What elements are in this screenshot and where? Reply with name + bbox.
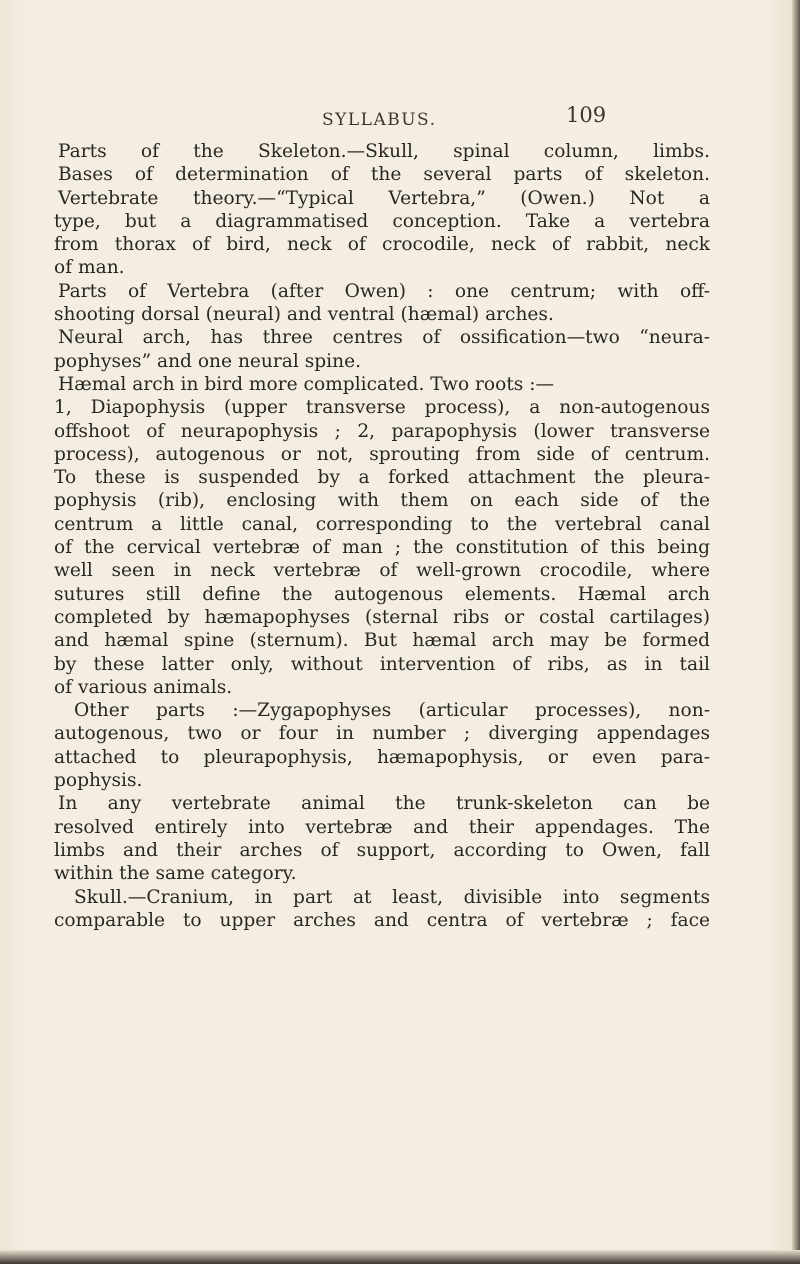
text-line: by these latter only, without intervention of ribs, as in tail	[54, 653, 710, 675]
text-line: completed by hæmapophyses (sternal ribs or costal cartilages)	[54, 606, 710, 628]
text-line: comparable to upper arches and centra of vertebræ ; face	[54, 909, 710, 931]
text-line: type, but a diagrammatised conception. Take a vertebra	[54, 210, 710, 232]
text-line: within the same category.	[54, 863, 297, 885]
text-line: pophyses” and one neural spine.	[54, 350, 362, 372]
text-line: of the cervical vertebræ of man ; the constitution of this being	[54, 537, 710, 559]
page-edge-bottom	[0, 1250, 800, 1264]
text-line: of various animals.	[54, 676, 233, 698]
text-line: sutures still define the autogenous elements. Hæmal arch	[54, 583, 710, 605]
text-line: attached to pleurapophysis, hæmapophysis, or even para-	[54, 746, 710, 768]
text-line: well seen in neck vertebræ of well-grown crocodile, where	[54, 560, 710, 582]
text-line: Hæmal arch in bird more complicated. Two roots :—	[58, 373, 555, 395]
running-head: SYLLABUS.	[322, 110, 437, 130]
text-line: Bases of determination of the several parts of skeleton.	[58, 164, 710, 186]
text-line: shooting dorsal (neural) and ventral (hæmal) arches.	[54, 304, 554, 326]
text-line: Other parts :—Zygapophyses (articular processes), non-	[74, 700, 710, 722]
text-line: Vertebrate theory.—“Typical Vertebra,” (Owen.) Not a	[58, 187, 710, 209]
text-line: resolved entirely into vertebræ and their appendages. The	[54, 816, 710, 838]
text-line: autogenous, two or four in number ; diverging appendages	[54, 723, 710, 745]
text-line: centrum a little canal, corresponding to the vertebral canal	[54, 513, 710, 535]
text-line: pophysis.	[54, 770, 143, 792]
text-line: limbs and their arches of support, according to Owen, fall	[54, 839, 710, 861]
text-line: pophysis (rib), enclosing with them on each side of the	[54, 490, 710, 512]
text-line: In any vertebrate animal the trunk-skeleton can be	[58, 793, 710, 815]
body-text	[54, 140, 710, 932]
text-line: Parts of Vertebra (after Owen) : one centrum; with off-	[58, 280, 710, 302]
text-line: Neural arch, has three centres of ossification—two “neura-	[58, 327, 710, 349]
text-line: offshoot of neurapophysis ; 2, parapophysis (lower transverse	[54, 420, 710, 442]
text-line: To these is suspended by a forked attachment the pleura-	[54, 467, 710, 489]
text-line: from thorax of bird, neck of crocodile, neck of rabbit, neck	[54, 234, 710, 256]
text-line: and hæmal spine (sternum). But hæmal arch may be formed	[54, 630, 710, 652]
page-edge-right	[792, 0, 800, 1264]
page-number: 109	[566, 103, 607, 127]
text-line: Parts of the Skeleton.—Skull, spinal column, limbs.	[58, 141, 710, 162]
text-line: 1, Diapophysis (upper transverse process), a non-autogenous	[54, 397, 710, 419]
text-line: process), autogenous or not, sprouting from side of centrum.	[54, 443, 710, 465]
text-line: of man.	[54, 257, 125, 279]
text-line: Skull.—Cranium, in part at least, divisible into segments	[74, 886, 710, 908]
